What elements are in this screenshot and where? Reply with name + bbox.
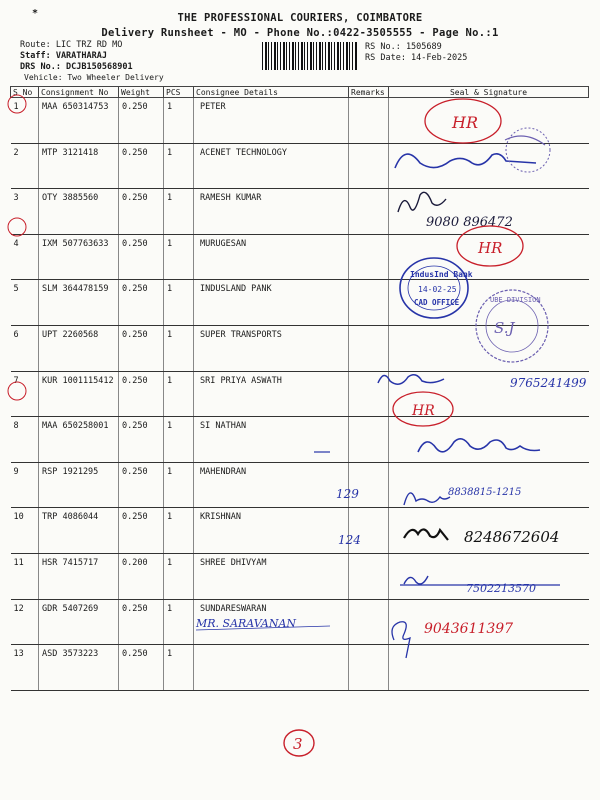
weight-cell: 0.250 — [119, 98, 164, 144]
signature-mark — [404, 576, 428, 584]
serial-number-cell: 9 — [11, 462, 39, 508]
pieces-cell: 1 — [164, 371, 194, 417]
phone-handwritten: 7502213570 — [466, 582, 536, 595]
weight-cell: 0.250 — [119, 325, 164, 371]
vehicle-field: Vehicle: Two Wheeler Delivery — [24, 73, 164, 82]
signature-mark — [404, 493, 450, 505]
remark-handwritten: 129 — [336, 487, 359, 501]
consignment-number-cell: IXM 507763633 — [39, 234, 119, 280]
weight-cell: 0.250 — [119, 462, 164, 508]
weight-cell: 0.250 — [119, 645, 164, 691]
column-header: PCS — [164, 87, 194, 98]
consignment-number-cell: HSR 7415717 — [39, 553, 119, 599]
consignee-details-cell: SHREE DHIVYAM — [194, 553, 349, 599]
weight-cell: 0.250 — [119, 417, 164, 463]
pieces-cell: 1 — [164, 599, 194, 645]
consignee-details-cell: INDUSLAND PANK — [194, 280, 349, 326]
bank-stamp-office: CAD OFFICE — [414, 298, 460, 307]
serial-circle-mark — [8, 218, 26, 236]
serial-number-cell: 11 — [11, 553, 39, 599]
weight-cell: 0.250 — [119, 599, 164, 645]
consignee-handwritten-name: MR. SARAVANAN — [196, 617, 297, 630]
signature-mark — [378, 375, 444, 384]
serial-number-cell: 4 — [11, 234, 39, 280]
consignment-number-cell: MTP 3121418 — [39, 143, 119, 189]
weight-cell: 0.250 — [119, 189, 164, 235]
weight-cell: 0.250 — [119, 280, 164, 326]
pieces-cell: 1 — [164, 325, 194, 371]
column-header: Consignment No — [39, 87, 119, 98]
serial-number-cell: 1 — [11, 98, 39, 144]
serial-number-cell: 13 — [11, 645, 39, 691]
consignee-details-cell: SUPER TRANSPORTS — [194, 325, 349, 371]
pieces-cell: 1 — [164, 645, 194, 691]
pieces-cell: 1 — [164, 508, 194, 554]
weight-cell: 0.250 — [119, 234, 164, 280]
consignee-details-cell: MURUGESAN — [194, 234, 349, 280]
pieces-cell: 1 — [164, 553, 194, 599]
scribble-mark — [505, 136, 545, 145]
consignee-details-cell: MAHENDRAN — [194, 462, 349, 508]
serial-circle-mark — [8, 382, 26, 400]
serial-number-cell: 8 — [11, 417, 39, 463]
consignment-number-cell: GDR 5407269 — [39, 599, 119, 645]
consignee-details-cell: PETER — [194, 98, 349, 144]
consignment-number-cell: SLM 364478159 — [39, 280, 119, 326]
consignment-number-cell: ASD 3573223 — [39, 645, 119, 691]
company-title: THE PROFESSIONAL COURIERS, COIMBATORE — [177, 12, 423, 24]
column-header: Remarks — [349, 87, 389, 98]
pieces-cell: 1 — [164, 98, 194, 144]
consignment-number-cell: OTY 3885560 — [39, 189, 119, 235]
consignment-number-cell: UPT 2260568 — [39, 325, 119, 371]
pieces-cell: 1 — [164, 189, 194, 235]
serial-circle-mark — [8, 95, 26, 113]
rs-date: RS Date: 14-Feb-2025 — [365, 53, 468, 63]
pieces-cell: 1 — [164, 462, 194, 508]
consignee-details-cell: SRI PRIYA ASWATH — [194, 371, 349, 417]
serial-number-cell: 5 — [11, 280, 39, 326]
consignment-number-cell: MAA 650314753 — [39, 98, 119, 144]
consignment-number-cell: MAA 650258001 — [39, 417, 119, 463]
consignee-details-cell: ACENET TECHNOLOGY — [194, 143, 349, 189]
consignee-details-cell: KRISHNAN — [194, 508, 349, 554]
hr-initials: HR — [452, 113, 478, 132]
phone-handwritten: 8248672604 — [464, 528, 560, 546]
serial-number-cell: 12 — [11, 599, 39, 645]
signature-mark — [395, 154, 536, 168]
pieces-cell: 1 — [164, 234, 194, 280]
column-header: Weight — [119, 87, 164, 98]
phone-handwritten: 9043611397 — [424, 621, 514, 637]
weight-cell: 0.250 — [119, 371, 164, 417]
bank-stamp-name: IndusInd Bank — [410, 270, 473, 279]
consignee-details-cell: SI NATHAN — [194, 417, 349, 463]
route-field: Route: LIC TRZ RD MO — [20, 40, 123, 50]
column-header: S No — [11, 87, 39, 98]
remark-handwritten: 124 — [338, 533, 361, 547]
pieces-cell: 1 — [164, 143, 194, 189]
signature-mark — [404, 529, 448, 540]
signature-mark — [392, 622, 410, 658]
bank-stamp-date: 14-02-25 — [418, 285, 457, 294]
column-header: Consignee Details — [194, 87, 349, 98]
hr-initials: HR — [412, 403, 435, 419]
pieces-cell: 1 — [164, 280, 194, 326]
serial-number-cell: 10 — [11, 508, 39, 554]
weight-cell: 0.250 — [119, 508, 164, 554]
division-stamp-initials: S.J — [494, 319, 515, 337]
phone-handwritten: 9765241499 — [510, 376, 587, 390]
faded-stamp — [506, 128, 550, 172]
consignment-number-cell: KUR 1001115412 — [39, 371, 119, 417]
serial-number-cell: 6 — [11, 325, 39, 371]
runsheet-subtitle: Delivery Runsheet - MO - Phone No.:0422-3505555 - Page No.:1 — [101, 27, 499, 39]
consignment-number-cell: TRP 4086044 — [39, 508, 119, 554]
consignment-number-cell: RSP 1921295 — [39, 462, 119, 508]
drs-field: DRS No.: DCJB150568901 — [20, 62, 133, 72]
signature-mark — [418, 439, 540, 452]
phone-handwritten: 9080 896472 — [426, 215, 513, 230]
hr-initials: HR — [478, 239, 503, 257]
column-header: Seal & Signature — [389, 87, 589, 98]
serial-number-cell: 7 — [11, 371, 39, 417]
serial-number-cell: 2 — [11, 143, 39, 189]
serial-number-cell: 3 — [11, 189, 39, 235]
weight-cell: 0.200 — [119, 553, 164, 599]
pieces-cell: 1 — [164, 417, 194, 463]
consignee-details-cell: RAMESH KUMAR — [194, 189, 349, 235]
rs-number: RS No.: 1505689 — [365, 42, 442, 52]
consignee-details-cell: SUNDARESWARAN — [194, 599, 349, 645]
corner-mark: * — [32, 8, 39, 19]
phone-handwritten: 8838815-1215 — [448, 487, 522, 498]
staff-field: Staff: VARATHARAJ — [20, 51, 107, 61]
page-number-handwritten: 3 — [293, 735, 303, 753]
signature-mark — [398, 192, 446, 212]
division-stamp-label: UBE DIVISION — [490, 296, 541, 304]
weight-cell: 0.250 — [119, 143, 164, 189]
